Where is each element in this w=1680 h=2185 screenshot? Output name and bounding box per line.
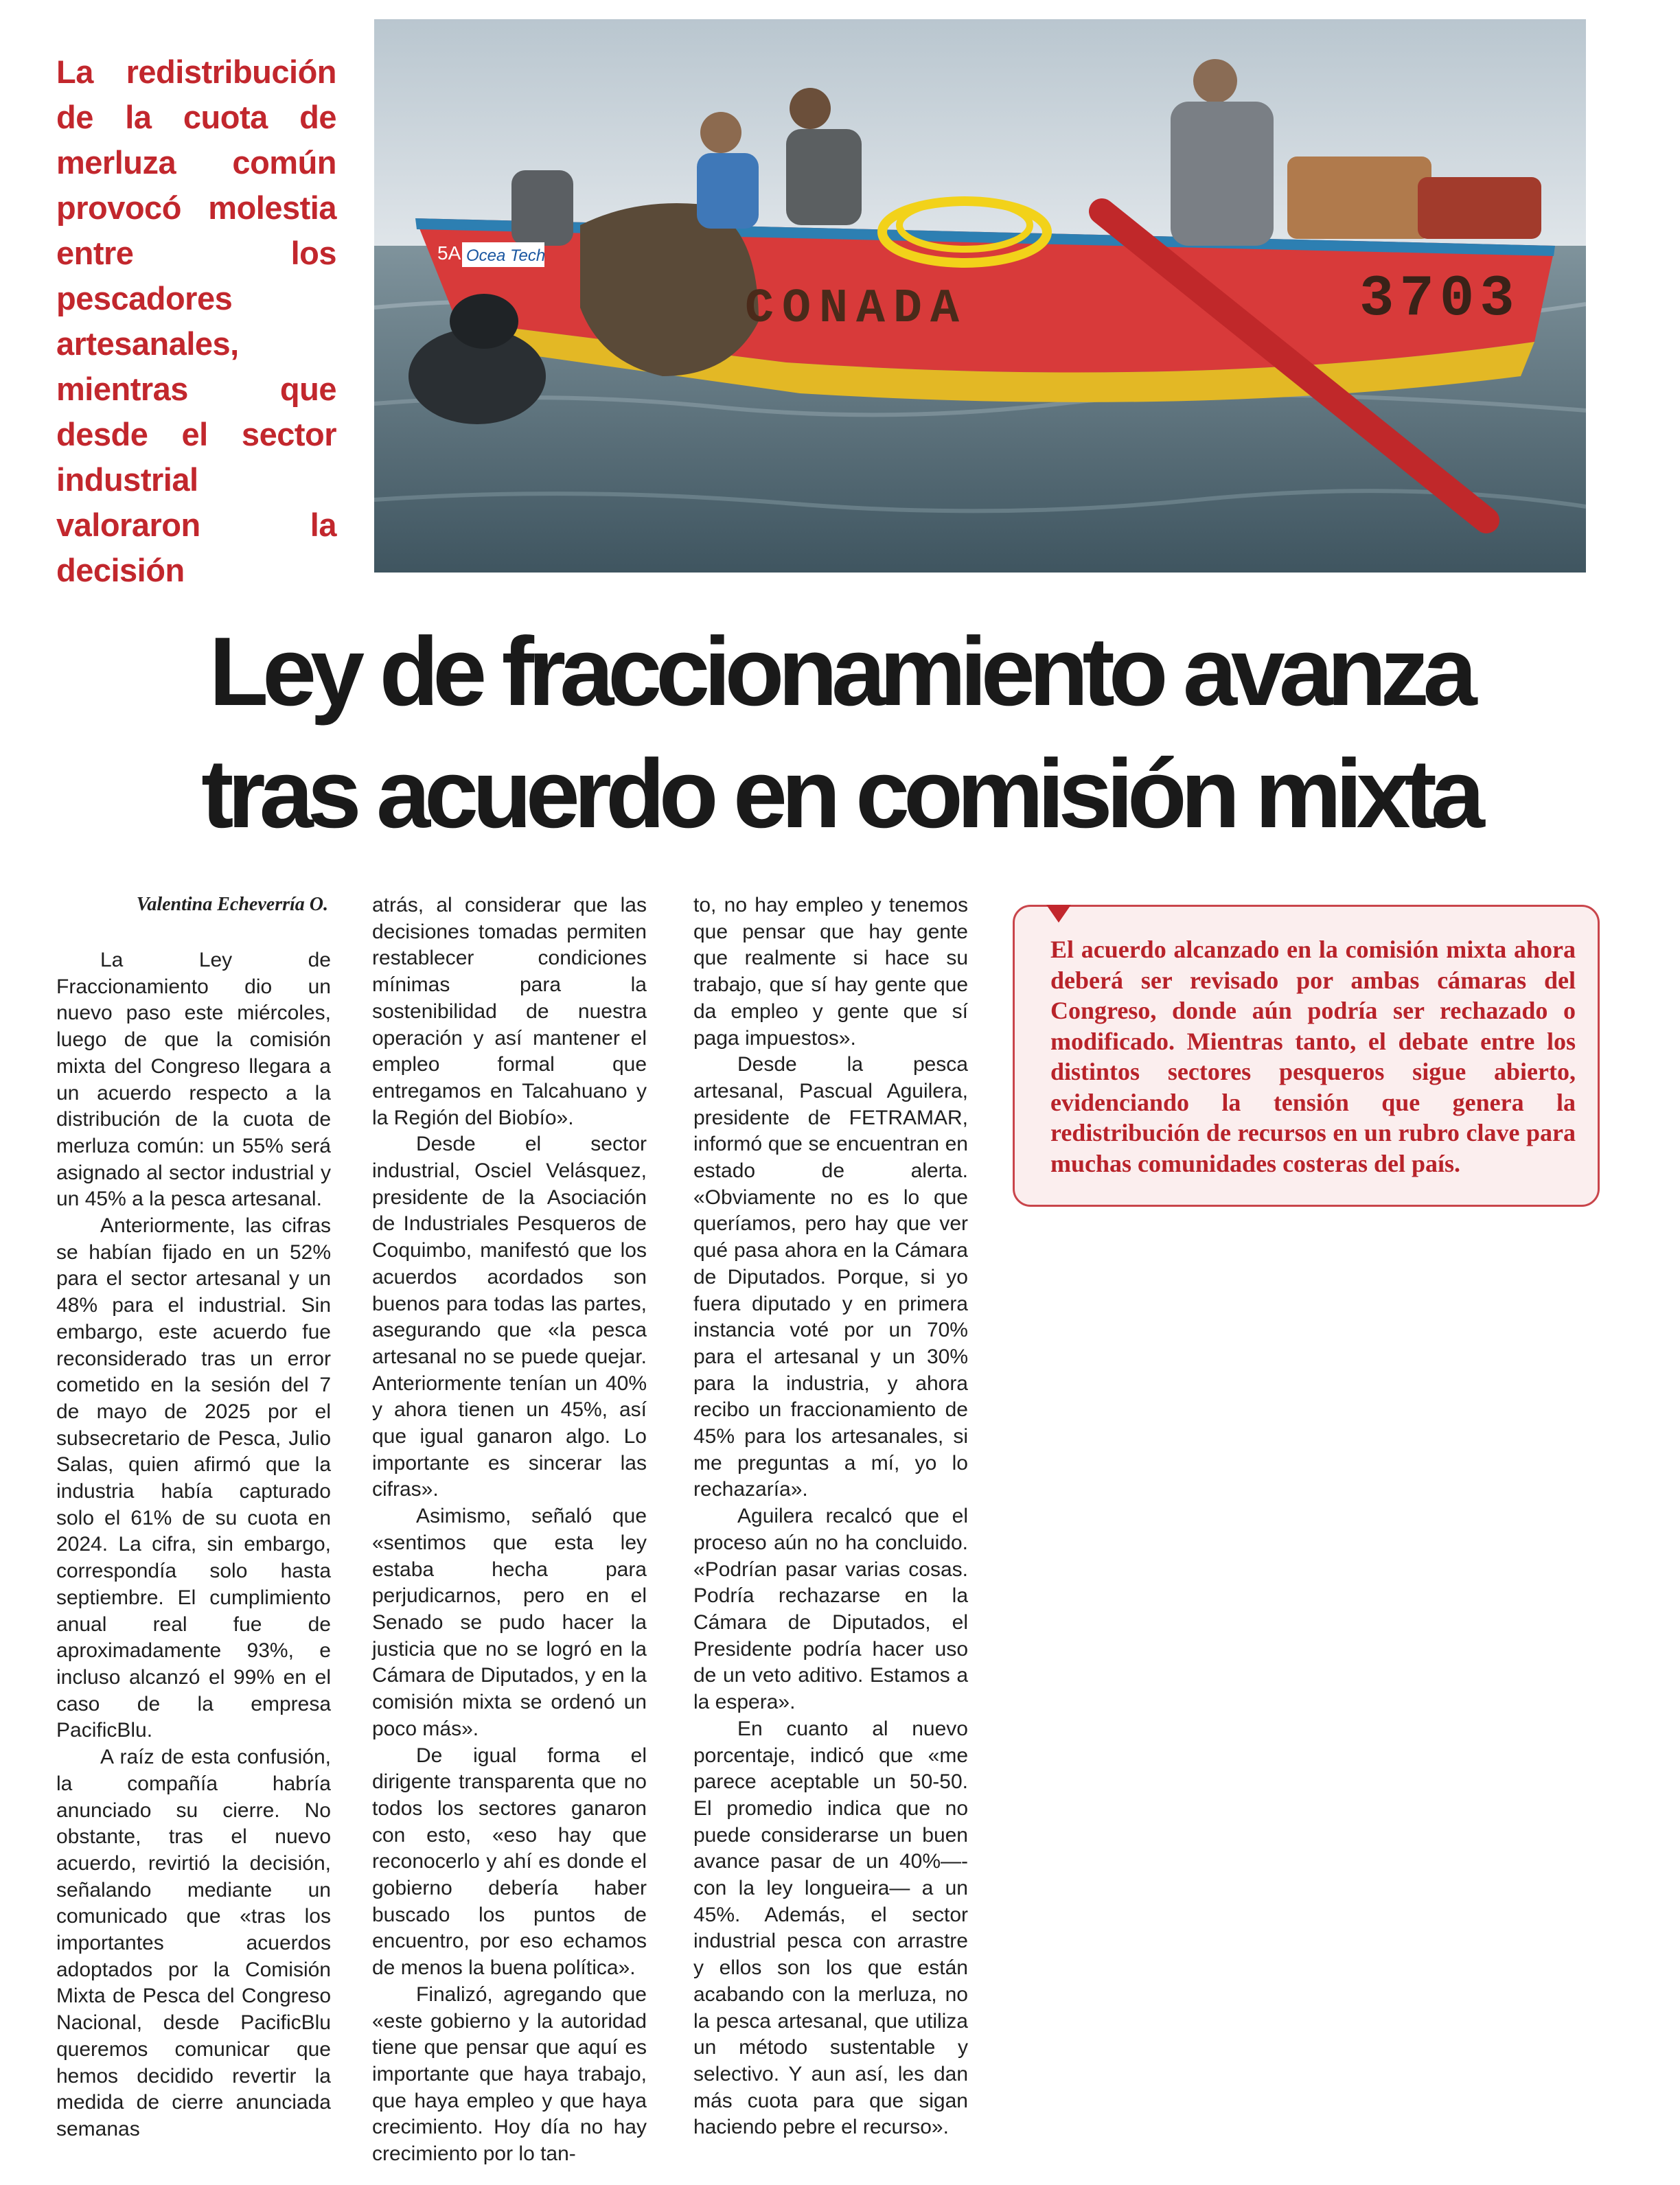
headline-line-1: Ley de fraccionamiento avanza	[209, 617, 1471, 726]
paragraph: Desde la pesca artesanal, Pascual Aguilera, presidente de FETRAMAR, informó que se encuentran en estado de alerta. «Obviamente no es lo que queríamos, pero hay que ver qué pasa ahora en la Cámara de Diputados. Porque, si yo fuera diputado y en primera instancia voté por un 70% para el artesanal y un 30% para la industria, y ahora recibo un fraccionamiento de 45% para los artesanales, si me preguntas a mí, yo lo rechazaría».	[693, 1053, 968, 1501]
paragraph: Finalizó, agregando que «este gobierno y la autoridad tiene que pensar que aquí es importante que haya trabajo, que haya empleo y que haya crecimiento. Hoy día no hay crecimiento por lo tan-	[372, 1982, 647, 2166]
article-column-1	[56, 947, 331, 2140]
paragraph: Anteriormente, las cifras se habían fijado en un 52% para el sector artesanal y un 48% para el industrial. Sin embargo, este acuerdo fue reconsiderado tras un error cometido en la sesión del 7 de mayo de 2025 por el subsecretario de Pesca, Julio Salas, quien afirmó que la industria había capturado solo el 61% de su cuota en 2024. La cifra, sin embargo, correspondía solo hasta septiembre. El cumplimiento anual real fue de aproximadamente 93%, e incluso alcanzó el 99% en el caso de la empresa PacificBlu.	[56, 1214, 331, 1742]
paragraph: to, no hay empleo y tenemos que pensar que hay gente que realmente si hace su trabajo, que sí hay gente que da empleo y gente que sí paga impuestos».	[693, 894, 968, 1050]
article-column-2	[372, 892, 647, 2166]
article-column-3	[693, 892, 968, 2139]
fishing-boat-photo	[374, 19, 1586, 573]
paragraph: A raíz de esta confusión, la compañía habría anunciado su cierre. No obstante, tras el nuevo acuerdo, revirtió la decisión, señalando mediante un comunicado que «tras los importantes acuerdos adoptados por la Comisión Mixta de Pesca del Congreso Nacional, desde PacificBlu queremos comunicar que hemos decidido revertir la medida de cierre anunciada semanas	[56, 1746, 331, 2140]
boat-mark-text: 5A	[437, 242, 461, 264]
callout-marker-icon	[1046, 905, 1071, 923]
callout-box	[1013, 905, 1600, 1207]
paragraph: Aguilera recalcó que el proceso aún no ha concluido. «Podrían pasar varias cosas. Podría rechazarse en la Cámara de Diputados, el Presidente podría hacer uso de un veto aditivo. Estamos a la espera».	[693, 1505, 968, 1714]
paragraph: Asimismo, señaló que «sentimos que esta ley estaba hecha para perjudicarnos, pero en el Senado se pudo hacer la justicia que no se logró en la Cámara de Diputados, y en la comisión mixta se ordenó un poco más».	[372, 1505, 647, 1740]
paragraph: De igual forma el dirigente transparenta que no todos los sectores ganaron con esto, «eso hay que reconocerlo y ahí es donde el gobierno debería haber buscado los puntos de encuentro, por eso echamos de menos la buena política».	[372, 1744, 647, 1980]
callout-text: El acuerdo alcanzado en la comisión mixta ahora deberá ser revisado por ambas cámaras del Congreso, donde aún podría ser rechazado o modificado. Mientras tanto, el debate entre los distintos sectores pesqueros sigue abierto, evidenciando la tensión que genera la redistribución de recursos en un rubro clave para muchas comunidades costeras del país.	[1050, 936, 1576, 1177]
boat-number-text: 3703	[1359, 267, 1520, 332]
kicker-summary: La redistribución de la cuota de merluza común provocó molestia entre los pescadores artesanales, mientras que desde el sector industrial valoraron la decisión	[56, 54, 336, 588]
paragraph: En cuanto al nuevo porcentaje, indicó que «me parece aceptable un 50-50. El promedio indica que no puede considerarse un buen avance pasar de un 40%—-con la ley longueira— a un 45%. Además, el sector industrial pesca con arrastre y ellos son los que están acabando con la merluza, no la pesca artesanal, que utiliza un método sustentable y selectivo. Y aun así, les dan más cuota para que sigan haciendo pebre el recurso».	[693, 1717, 968, 2139]
page-headline	[0, 611, 1680, 855]
paragraph: La Ley de Fraccionamiento dio un nuevo paso este miércoles, luego de que la comisión mixta del Congreso llegara a un acuerdo respecto a la distribución de la cuota de merluza común: un 55% será asignado al sector industrial y un 45% a la pesca artesanal.	[56, 949, 331, 1211]
headline-line-2: tras acuerdo en comisión mixta	[201, 739, 1479, 848]
paragraph: Desde el sector industrial, Osciel Velásquez, presidente de la Asociación de Industriales Pesqueros de Coquimbo, manifestó que los acuerdos acordados son buenos para todas las partes, asegurando que «la pesca artesanal no se puede quejar. Anteriormente tenían un 40% y ahora tienen un 45%, así que igual ganaron algo. Lo importante es sincerar las cifras».	[372, 1133, 647, 1501]
boat-sticker-text: Ocea Tech	[466, 246, 546, 265]
boat-name-text: CONADA	[745, 282, 968, 336]
paragraph: atrás, al considerar que las decisiones tomadas permiten restablecer condiciones mínimas para la sostenibilidad de nuestra operación y así mantener el empleo formal que entregamos en Talcahuano y la Región del Biobío».	[372, 894, 647, 1129]
author-byline: Valentina Echeverría O.	[136, 894, 328, 915]
